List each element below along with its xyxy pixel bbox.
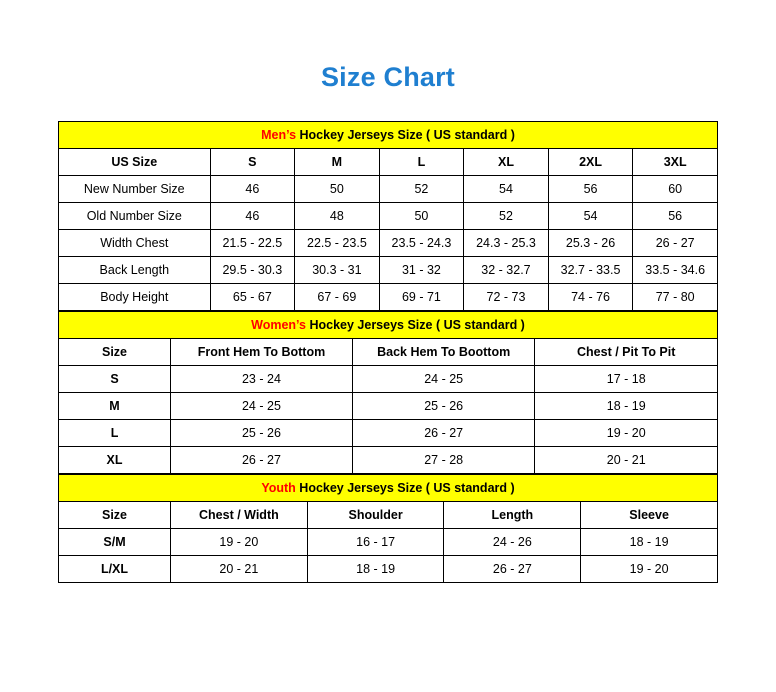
youth-col-head-1: Chest / Width <box>171 502 308 529</box>
mens-cell-2-4: 25.3 - 26 <box>548 230 633 257</box>
table-row <box>59 284 718 311</box>
mens-col-head-1: S <box>210 149 295 176</box>
mens-cell-1-4: 54 <box>548 203 633 230</box>
mens-row-label-1: Old Number Size <box>59 203 211 230</box>
table-section-header-row <box>59 475 718 502</box>
mens-col-head-2: M <box>295 149 380 176</box>
mens-cell-1-3: 52 <box>464 203 549 230</box>
womens-cell-0-0: 23 - 24 <box>171 366 353 393</box>
youth-section-header-accent: Youth <box>261 481 296 495</box>
mens-cell-3-3: 32 - 32.7 <box>464 257 549 284</box>
table-row <box>59 447 718 474</box>
table-row <box>59 149 718 176</box>
youth-cell-1-1: 18 - 19 <box>307 556 444 583</box>
mens-col-head-6: 3XL <box>633 149 718 176</box>
table-row <box>59 529 718 556</box>
mens-cell-3-1: 30.3 - 31 <box>295 257 380 284</box>
mens-row-label-4: Body Height <box>59 284 211 311</box>
youth-col-head-2: Shoulder <box>307 502 444 529</box>
womens-cell-3-1: 27 - 28 <box>352 447 535 474</box>
womens-cell-1-2: 18 - 19 <box>535 393 718 420</box>
table-row <box>59 366 718 393</box>
youth-cell-0-0: 19 - 20 <box>171 529 308 556</box>
mens-cell-1-2: 50 <box>379 203 464 230</box>
mens-cell-2-3: 24.3 - 25.3 <box>464 230 549 257</box>
womens-row-label-0: S <box>59 366 171 393</box>
size-chart-tables <box>58 121 718 583</box>
table-row <box>59 203 718 230</box>
mens-cell-2-2: 23.5 - 24.3 <box>379 230 464 257</box>
table-row <box>59 556 718 583</box>
youth-cell-1-2: 26 - 27 <box>444 556 581 583</box>
table-section-header-row <box>59 312 718 339</box>
table-section-header-row <box>59 122 718 149</box>
womens-section-header-rest: Hockey Jerseys Size ( US standard ) <box>306 318 525 332</box>
table-row <box>59 230 718 257</box>
womens-row-label-2: L <box>59 420 171 447</box>
table-row <box>59 257 718 284</box>
youth-col-head-0: Size <box>59 502 171 529</box>
womens-cell-3-2: 20 - 21 <box>535 447 718 474</box>
youth-cell-0-2: 24 - 26 <box>444 529 581 556</box>
mens-col-head-4: XL <box>464 149 549 176</box>
womens-cell-2-0: 25 - 26 <box>171 420 353 447</box>
mens-cell-4-3: 72 - 73 <box>464 284 549 311</box>
youth-cell-1-3: 19 - 20 <box>581 556 718 583</box>
youth-cell-0-3: 18 - 19 <box>581 529 718 556</box>
youth-section-header-rest: Hockey Jerseys Size ( US standard ) <box>295 481 515 495</box>
mens-cell-3-5: 33.5 - 34.6 <box>633 257 718 284</box>
mens-section-header-accent: Men’s <box>261 128 297 142</box>
mens-col-head-3: L <box>379 149 464 176</box>
womens-cell-2-2: 19 - 20 <box>535 420 718 447</box>
womens-section-header <box>59 312 718 339</box>
mens-cell-4-0: 65 - 67 <box>210 284 295 311</box>
mens-cell-3-0: 29.5 - 30.3 <box>210 257 295 284</box>
womens-row-label-3: XL <box>59 447 171 474</box>
mens-cell-2-1: 22.5 - 23.5 <box>295 230 380 257</box>
youth-cell-0-1: 16 - 17 <box>307 529 444 556</box>
table-row <box>59 420 718 447</box>
mens-cell-0-4: 56 <box>548 176 633 203</box>
mens-cell-0-1: 50 <box>295 176 380 203</box>
mens-size-table <box>58 121 718 311</box>
table-row <box>59 502 718 529</box>
table-row <box>59 393 718 420</box>
youth-row-label-1: L/XL <box>59 556 171 583</box>
womens-row-label-1: M <box>59 393 171 420</box>
mens-section-header <box>59 122 718 149</box>
mens-section-header-rest: Hockey Jerseys Size ( US standard ) <box>296 128 515 142</box>
mens-cell-1-5: 56 <box>633 203 718 230</box>
table-row <box>59 176 718 203</box>
mens-cell-0-5: 60 <box>633 176 718 203</box>
womens-section-header-accent: Women’s <box>251 318 306 332</box>
youth-section-header <box>59 475 718 502</box>
mens-cell-4-4: 74 - 76 <box>548 284 633 311</box>
womens-cell-0-1: 24 - 25 <box>352 366 535 393</box>
mens-row-label-3: Back Length <box>59 257 211 284</box>
page-title: Size Chart <box>320 62 456 92</box>
mens-cell-0-2: 52 <box>379 176 464 203</box>
mens-cell-2-0: 21.5 - 22.5 <box>210 230 295 257</box>
mens-cell-4-2: 69 - 71 <box>379 284 464 311</box>
mens-row-label-0: New Number Size <box>59 176 211 203</box>
youth-col-head-3: Length <box>444 502 581 529</box>
mens-col-head-5: 2XL <box>548 149 633 176</box>
womens-col-head-1: Front Hem To Bottom <box>171 339 353 366</box>
mens-cell-3-4: 32.7 - 33.5 <box>548 257 633 284</box>
womens-col-head-0: Size <box>59 339 171 366</box>
womens-col-head-2: Back Hem To Boottom <box>352 339 535 366</box>
youth-cell-1-0: 20 - 21 <box>171 556 308 583</box>
mens-col-head-0: US Size <box>59 149 211 176</box>
mens-cell-0-0: 46 <box>210 176 295 203</box>
womens-cell-0-2: 17 - 18 <box>535 366 718 393</box>
mens-cell-4-5: 77 - 80 <box>633 284 718 311</box>
womens-cell-1-0: 24 - 25 <box>171 393 353 420</box>
youth-row-label-0: S/M <box>59 529 171 556</box>
mens-cell-4-1: 67 - 69 <box>295 284 380 311</box>
womens-cell-3-0: 26 - 27 <box>171 447 353 474</box>
womens-cell-1-1: 25 - 26 <box>352 393 535 420</box>
youth-col-head-4: Sleeve <box>581 502 718 529</box>
womens-size-table <box>58 311 718 474</box>
womens-col-head-3: Chest / Pit To Pit <box>535 339 718 366</box>
mens-cell-3-2: 31 - 32 <box>379 257 464 284</box>
mens-row-label-2: Width Chest <box>59 230 211 257</box>
table-row <box>59 339 718 366</box>
mens-cell-1-1: 48 <box>295 203 380 230</box>
mens-cell-0-3: 54 <box>464 176 549 203</box>
womens-cell-2-1: 26 - 27 <box>352 420 535 447</box>
mens-cell-1-0: 46 <box>210 203 295 230</box>
mens-cell-2-5: 26 - 27 <box>633 230 718 257</box>
youth-size-table <box>58 474 718 583</box>
